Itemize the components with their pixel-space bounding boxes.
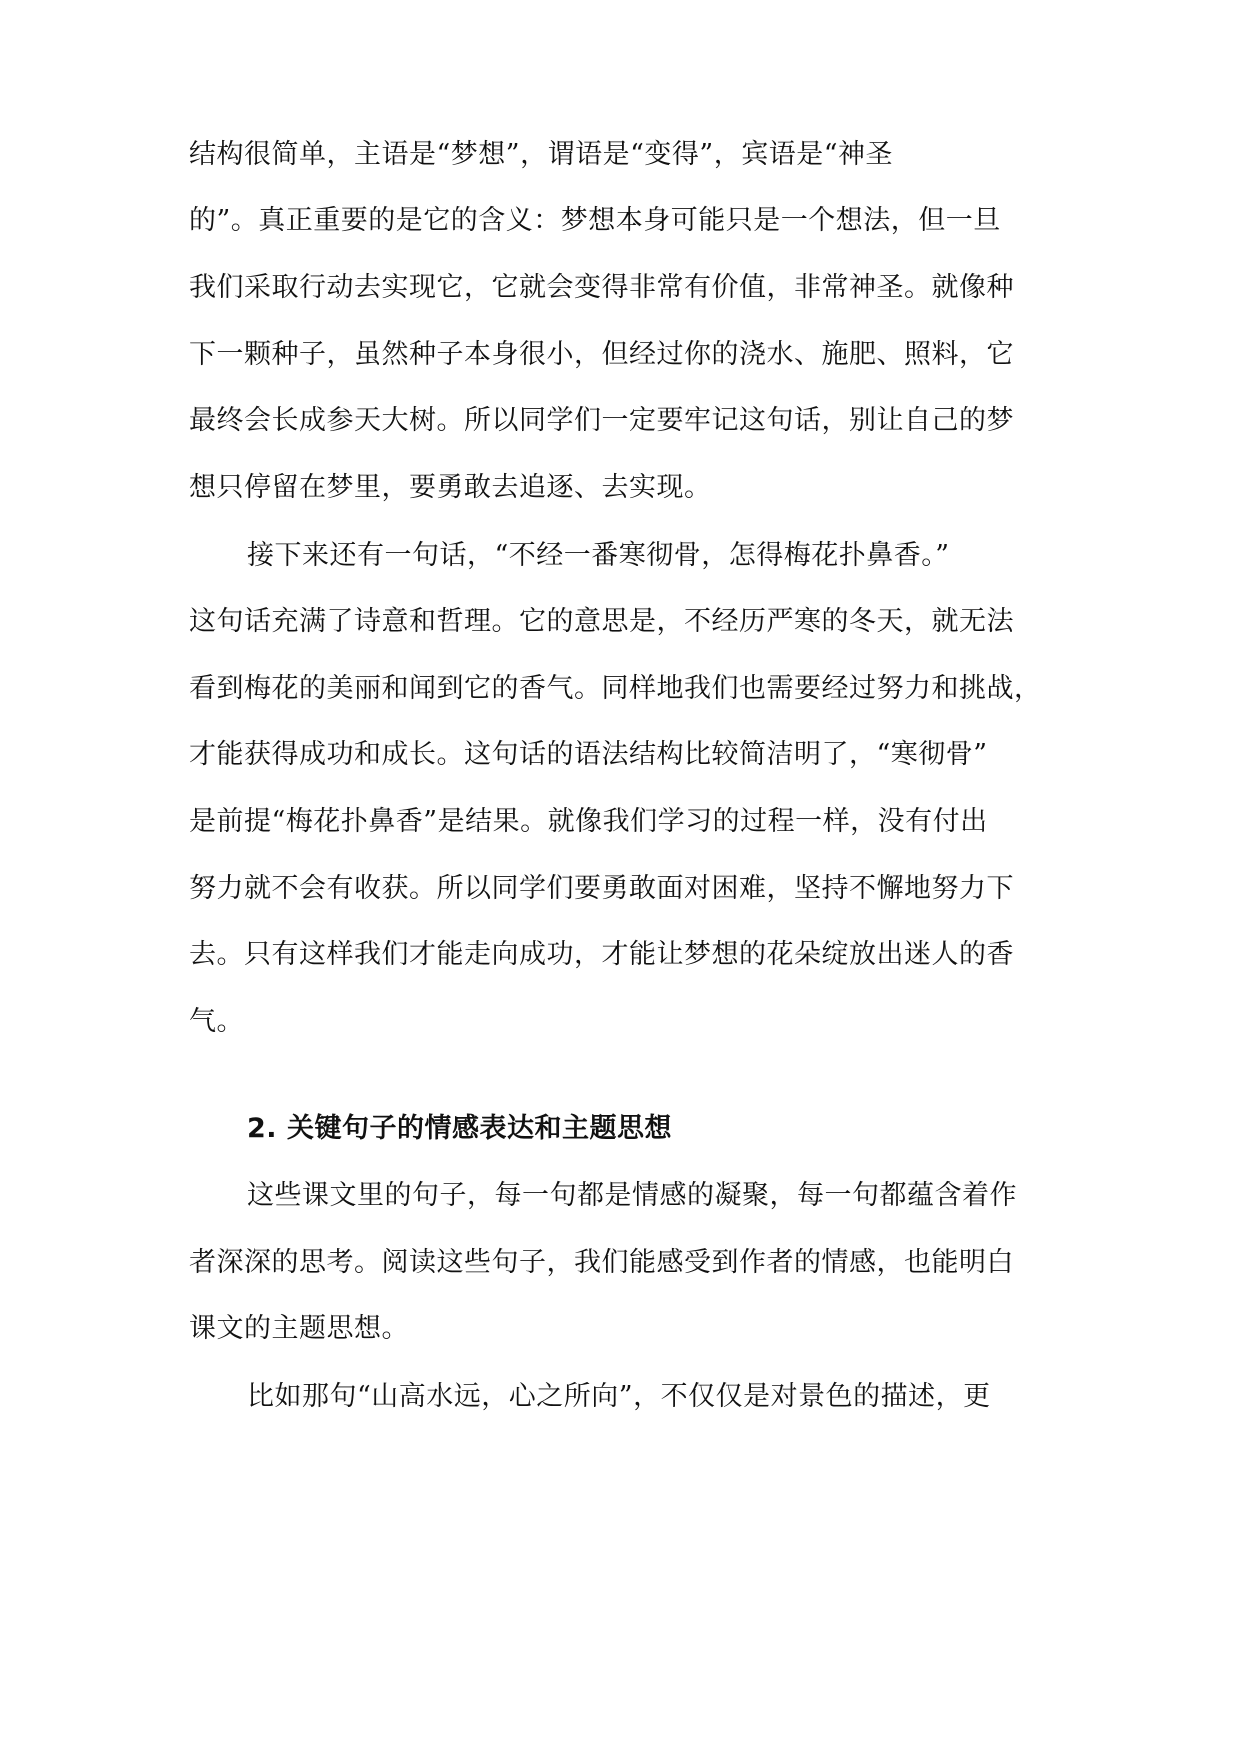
section-heading: 2. 关键句子的情感表达和主题思想 [247, 1113, 672, 1144]
text-line: 去。只有这样我们才能走向成功，才能让梦想的花朵绽放出迷人的香 [189, 939, 1014, 970]
text-line: 这些课文里的句子，每一句都是情感的凝聚，每一句都蕴含着作 [247, 1180, 1017, 1211]
text-line: 这句话充满了诗意和哲理。它的意思是，不经历严寒的冬天，就无法 [189, 606, 1014, 637]
text-line: 才能获得成功和成长。这句话的语法结构比较简洁明了，“寒彻骨” [189, 739, 988, 770]
text-line: 比如那句“山高水远，心之所向”，不仅仅是对景色的描述，更 [247, 1381, 991, 1412]
text-line: 是前提“梅花扑鼻香”是结果。就像我们学习的过程一样，没有付出 [189, 806, 988, 837]
text-line: 想只停留在梦里，要勇敢去追逐、去实现。 [189, 472, 712, 503]
text-line: 我们采取行动去实现它，它就会变得非常有价值，非常神圣。就像种 [189, 272, 1014, 303]
text-line: 看到梅花的美丽和闻到它的香气。同样地我们也需要经过努力和挑战， [189, 673, 1042, 704]
text-line: 结构很简单，主语是“梦想”，谓语是“变得”，宾语是“神圣 [189, 139, 894, 170]
text-line: 课文的主题思想。 [189, 1313, 409, 1344]
text-line: 下一颗种子，虽然种子本身很小，但经过你的浇水、施肥、照料，它 [189, 339, 1014, 370]
text-line: 气。 [189, 1006, 244, 1037]
text-line: 者深深的思考。阅读这些句子，我们能感受到作者的情感，也能明白 [189, 1247, 1014, 1278]
text-line: 努力就不会有收获。所以同学们要勇敢面对困难，坚持不懈地努力下 [189, 873, 1014, 904]
text-line: 接下来还有一句话，“不经一番寒彻骨，怎得梅花扑鼻香。” [247, 540, 950, 571]
text-line: 的”。真正重要的是它的含义：梦想本身可能只是一个想法，但一旦 [189, 205, 1001, 236]
text-line: 最终会长成参天大树。所以同学们一定要牢记这句话，别让自己的梦 [189, 405, 1014, 436]
